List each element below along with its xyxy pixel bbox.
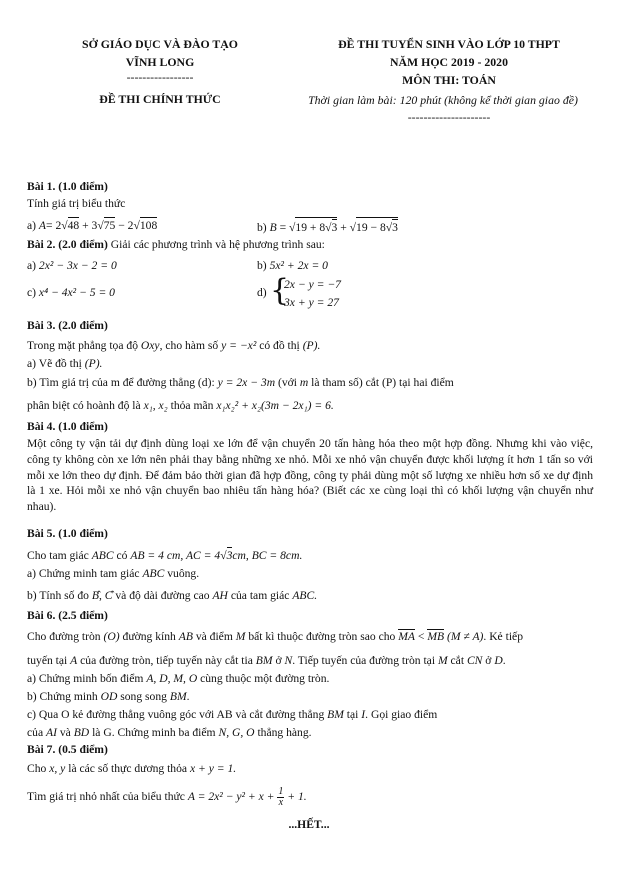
bai7-line2: Tìm giá trị nhỏ nhất của biểu thức A = 2x² − y² + x + $\frac{1}{x}$ + 1. bbox=[27, 786, 307, 808]
bai6-title: Bài 6. (2.5 điểm) bbox=[27, 609, 108, 622]
bai6-part-b: b) Chứng minh OD song song BM. bbox=[27, 690, 190, 703]
bai2-part-b: b) 5x² + 2x = 0 bbox=[257, 259, 328, 272]
bai3-title: Bài 3. (2.0 điểm) bbox=[27, 319, 108, 332]
bai6-line2: tuyến tại A của đường tròn, tiếp tuyến này cắt tia BM ở N. Tiếp tuyến của đường tròn tại M cắt CN ở D. bbox=[27, 654, 506, 667]
time-allowed: Thời gian làm bài: 120 phút (không kể thời gian giao đề) bbox=[308, 93, 578, 107]
bai5-part-b: b) Tính số đo B, C và độ dài đường cao AH của tam giác ABC. bbox=[27, 589, 318, 602]
left-separator: ----------------- bbox=[126, 70, 194, 84]
bai3-part-b-cont: phân biệt có hoành độ là x₁, x₂ thỏa mãn x₁x₂² + x₂(3m − 2x₁) = 6. bbox=[27, 399, 334, 412]
bai2-part-c: c) x⁴ − 4x² − 5 = 0 bbox=[27, 286, 115, 299]
bai3-part-b: b) Tìm giá trị của m để đường thẳng (d): y = 2x − 3m (với m là tham số) cắt (P) tại hai điểm bbox=[27, 376, 454, 389]
bai5-title: Bài 5. (1.0 điểm) bbox=[27, 527, 108, 540]
end-marker: ...HẾT... bbox=[288, 818, 330, 831]
bai2-part-a: a) 2x² − 3x − 2 = 0 bbox=[27, 259, 117, 272]
bai1-prompt: Tính giá trị biểu thức bbox=[27, 197, 126, 210]
bai3-intro: Trong mặt phẳng tọa độ Oxy, cho hàm số y = −x² có đồ thị (P). bbox=[27, 339, 321, 352]
official-exam-label: ĐỀ THI CHÍNH THỨC bbox=[99, 92, 221, 106]
bai3-part-a: a) Vẽ đồ thị (P). bbox=[27, 357, 103, 370]
system-brace: { bbox=[270, 273, 290, 308]
bai2-part-d-eq2: 3x + y = 27 bbox=[284, 296, 339, 309]
bai1-part-a: a) A= 2√48 + 3√75 − 2√108 bbox=[27, 219, 158, 232]
bai1-title: Bài 1. (1.0 điểm) bbox=[27, 180, 108, 193]
bai7-title: Bài 7. (0.5 điểm) bbox=[27, 743, 108, 756]
province-name: VĨNH LONG bbox=[125, 55, 195, 69]
bai6-line1: Cho đường tròn (O) đường kính AB và điểm M bất kì thuộc đường tròn sao cho MA < MB (M ≠ A). Kẻ tiếp bbox=[27, 630, 523, 643]
school-year: NĂM HỌC 2019 - 2020 bbox=[390, 55, 508, 69]
department-name: SỞ GIÁO DỤC VÀ ĐÀO TẠO bbox=[82, 37, 238, 51]
fraction-one-over-x: $\frac{1}{x}$ bbox=[278, 786, 284, 808]
bai7-line1: Cho x, y là các số thực dương thỏa x + y = 1. bbox=[27, 762, 237, 775]
right-separator: --------------------- bbox=[407, 110, 491, 124]
bai6-part-c-cont: của AI và BD là G. Chứng minh ba điểm N, G, O thẳng hàng. bbox=[27, 726, 312, 739]
bai4-problem-text: Một công ty vận tải dự định dùng loại xe lớn để vận chuyển 20 tấn hàng hóa theo một hợp đồng. Nhưng khi vào việc, công ty không còn xe lớn nên phải thay bằng những xe nhỏ. Mỗi xe nhỏ vận chuyển được khối lượng ít hơn 1 tấn so với mỗi xe lớn theo dự định. Để đảm bảo thời gian đã hợp đồng, công ty phải dùng một số lượng xe nhiều hơn số xe dự định là 1 xe. Hỏi mỗi xe nhỏ vận chuyển bao nhiêu tấn hàng hóa? (Biết các xe cùng loại thì có khối lượng vận chuyển như nhau). bbox=[27, 437, 593, 514]
bai2-part-d-eq1: 2x − y = −7 bbox=[284, 278, 341, 291]
subject: MÔN THI: TOÁN bbox=[402, 73, 496, 87]
bai6-part-a: a) Chứng minh bốn điểm A, D, M, O cùng thuộc một đường tròn. bbox=[27, 672, 330, 685]
bai4-title: Bài 4. (1.0 điểm) bbox=[27, 420, 108, 433]
bai1-part-b: b) B = √19 + 8√3 + √19 − 8√3 bbox=[257, 217, 398, 235]
bai2-heading: Bài 2. (2.0 điểm) Giải các phương trình và hệ phương trình sau: bbox=[27, 238, 325, 251]
bai6-part-c: c) Qua O kẻ đường thẳng vuông góc với AB và cắt đường thẳng BM tại I. Gọi giao điểm bbox=[27, 708, 438, 721]
bai5-part-a: a) Chứng minh tam giác ABC vuông. bbox=[27, 567, 200, 580]
bai2-part-d-label: d) bbox=[257, 286, 267, 299]
bai5-intro: Cho tam giác ABC có AB = 4 cm, AC = 4√3cm, BC = 8cm. bbox=[27, 549, 303, 562]
exam-title: ĐỀ THI TUYỂN SINH VÀO LỚP 10 THPT bbox=[338, 37, 560, 51]
